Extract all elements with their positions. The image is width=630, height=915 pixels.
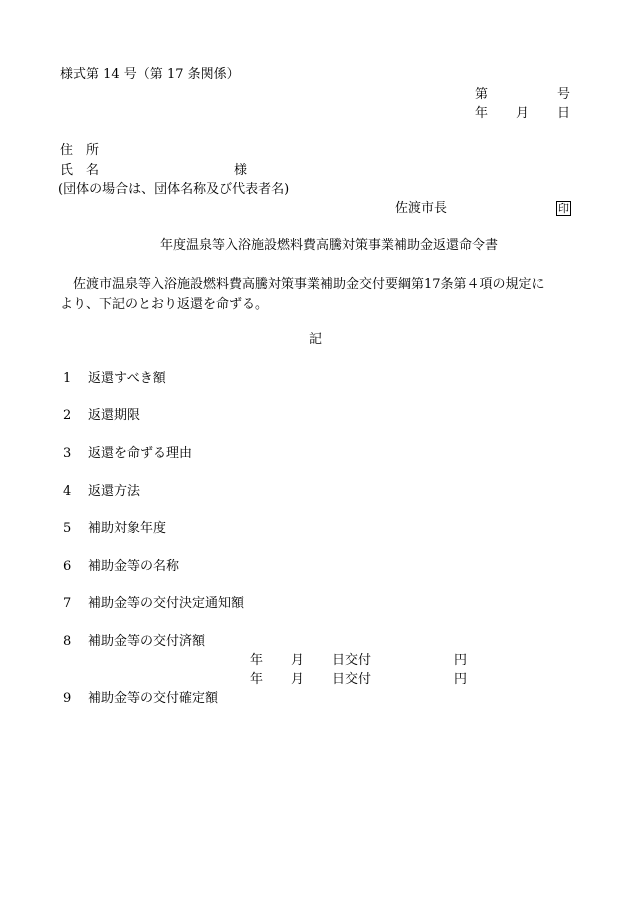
doc-number-suffix: 号 — [557, 87, 571, 102]
date-year: 年 — [475, 106, 489, 121]
honorific: 様 — [234, 163, 248, 178]
item-number: 5 — [63, 521, 72, 536]
payment-month: 月 — [291, 653, 305, 668]
address-label: 住 所 — [60, 143, 100, 158]
item-label: 返還方法 — [88, 484, 141, 499]
item-label: 補助金等の交付済額 — [88, 634, 206, 649]
payment-month: 月 — [291, 672, 305, 687]
item-label: 補助対象年度 — [88, 521, 167, 536]
item-label: 返還すべき額 — [88, 371, 166, 386]
item-number: 4 — [63, 484, 72, 499]
item-number: 2 — [63, 408, 72, 423]
item-number: 7 — [63, 596, 72, 611]
body-line-2: より、下記のとおり返還を命ずる。 — [60, 297, 269, 312]
item-number: 8 — [63, 634, 72, 649]
date-day: 日 — [557, 106, 571, 121]
item-label: 補助金等の名称 — [88, 559, 180, 574]
name-label: 氏 名 — [60, 163, 100, 178]
payment-day: 日交付 — [332, 653, 372, 668]
item-number: 3 — [63, 446, 72, 461]
item-label: 返還期限 — [88, 408, 141, 423]
seal-mark: 印 — [558, 202, 569, 215]
body-line-1: 佐渡市温泉等入浴施設燃料費高騰対策事業補助金交付要綱第17条第４項の規定に — [73, 277, 545, 292]
payment-year: 年 — [250, 672, 264, 687]
item-label: 補助金等の交付確定額 — [88, 691, 219, 706]
payment-year: 年 — [250, 653, 264, 668]
organization-note: (団体の場合は、団体名称及び代表者名) — [58, 182, 290, 197]
doc-number-prefix: 第 — [475, 87, 489, 102]
document-title: 年度温泉等入浴施設燃料費高騰対策事業補助金返還命令書 — [160, 238, 499, 253]
payment-day: 日交付 — [332, 672, 372, 687]
ki-heading: 記 — [309, 332, 323, 347]
body-paragraph — [60, 275, 574, 315]
item-number: 6 — [63, 559, 72, 574]
item-label: 補助金等の交付決定通知額 — [88, 596, 245, 611]
item-label: 返還を命ずる理由 — [88, 446, 193, 461]
item-number: 9 — [63, 691, 72, 706]
payment-yen: 円 — [454, 653, 468, 668]
payment-yen: 円 — [454, 672, 468, 687]
form-reference: 様式第 14 号（第 17 条関係） — [60, 67, 240, 82]
date-month: 月 — [516, 106, 530, 121]
item-number: 1 — [63, 371, 72, 386]
issuer-title: 佐渡市長 — [395, 201, 448, 216]
